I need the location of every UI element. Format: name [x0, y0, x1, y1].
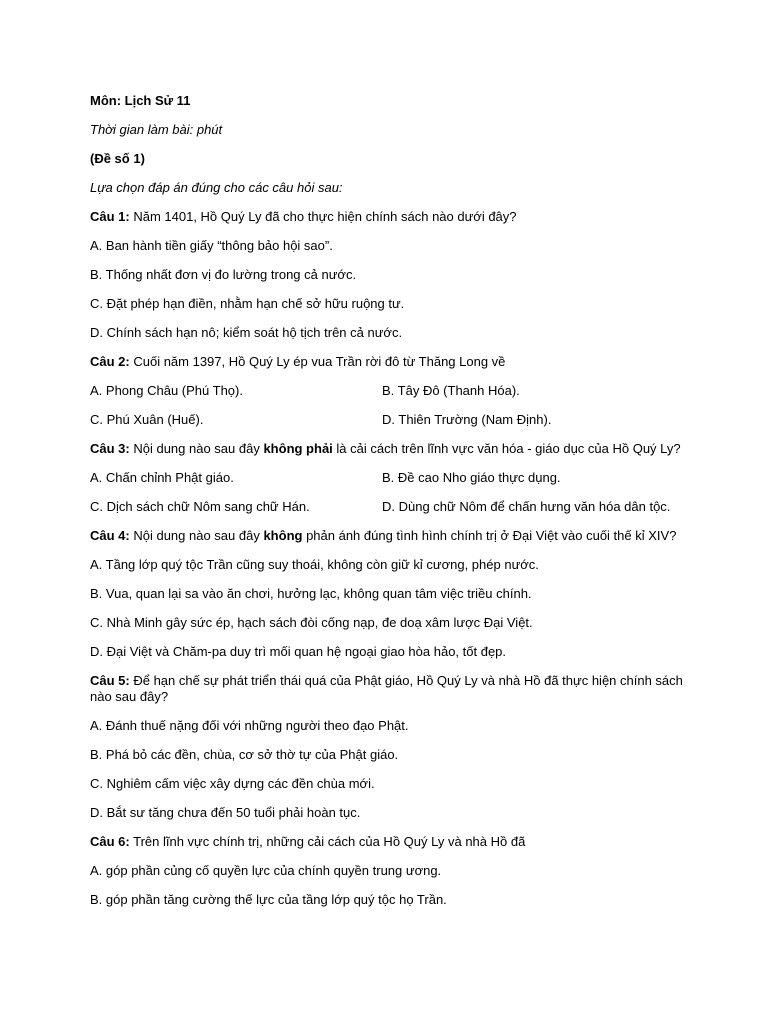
- q4-option-c: C. Nhà Minh gây sức ép, hạch sách đòi cống nạp, đe doạ xâm lược Đại Việt.: [90, 615, 533, 630]
- q4-option-a: A. Tầng lớp quý tộc Trần cũng suy thoái, không còn giữ kỉ cương, phép nước.: [90, 557, 539, 572]
- question-label: Câu 3:: [90, 441, 130, 456]
- q1-option-c: C. Đặt phép hạn điền, nhằm hạn chế sở hữu ruộng tư.: [90, 296, 405, 311]
- q3-option-d: D. Dùng chữ Nôm để chấn hưng văn hóa dân tộc.: [382, 499, 671, 514]
- q4-option-d: D. Đại Việt và Chăm-pa duy trì mối quan hệ ngoại giao hòa hảo, tốt đẹp.: [90, 644, 507, 659]
- q5-option-a: A. Đánh thuế nặng đối với những người theo đạo Phật.: [90, 718, 409, 733]
- question-emphasis: không phải: [263, 441, 333, 456]
- q2-option-d: D. Thiên Trường (Nam Định).: [382, 412, 552, 427]
- q2-options-row-1: [90, 383, 690, 399]
- question-text: phản ánh đúng tình hình chính trị ở Đại Việt vào cuối thế kỉ XIV?: [302, 528, 677, 543]
- question-3: [90, 441, 690, 457]
- question-text: Nội dung nào sau đây: [129, 441, 264, 456]
- question-6: [90, 834, 690, 850]
- q3-options-row-2: [90, 499, 690, 515]
- question-label: Câu 5:: [90, 673, 130, 688]
- question-text: Nội dung nào sau đây: [129, 528, 264, 543]
- subject-title: Môn: Lịch Sử 11: [90, 93, 191, 108]
- q2-options-row-2: [90, 412, 690, 428]
- q6-option-a: A. góp phần củng cố quyền lực của chính quyền trung ương.: [90, 863, 442, 878]
- q2-option-c: C. Phú Xuân (Huế).: [90, 412, 204, 427]
- q5-option-c: C. Nghiêm cấm việc xây dựng các đền chùa mới.: [90, 776, 375, 791]
- q1-option-d: D. Chính sách hạn nô; kiểm soát hộ tịch trên cả nước.: [90, 325, 403, 340]
- q5-option-b: B. Phá bỏ các đền, chùa, cơ sở thờ tự của Phật giáo.: [90, 747, 399, 762]
- question-4: [90, 528, 690, 544]
- q3-option-c: C. Dịch sách chữ Nôm sang chữ Hán.: [90, 499, 310, 514]
- question-label: Câu 6:: [90, 834, 130, 849]
- exam-page: [90, 93, 690, 921]
- q1-option-a: A. Ban hành tiền giấy “thông bảo hội sao”.: [90, 238, 333, 253]
- question-text: Năm 1401, Hồ Quý Ly đã cho thực hiện chính sách nào dưới đây?: [129, 209, 517, 224]
- q2-option-b: B. Tây Đô (Thanh Hóa).: [382, 383, 520, 398]
- question-2: [90, 354, 690, 370]
- question-text: Để hạn chế sự phát triển thái quá của Phật giáo, Hồ Quý Ly và nhà Hồ đã thực hiện chính sách nào sau đây?: [90, 673, 683, 704]
- q3-option-a: A. Chấn chỉnh Phật giáo.: [90, 470, 234, 485]
- question-text: là cải cách trên lĩnh vực văn hóa - giáo dục của Hồ Quý Ly?: [332, 441, 681, 456]
- question-emphasis: không: [263, 528, 303, 543]
- q3-options-row-1: [90, 470, 690, 486]
- question-5: [90, 673, 690, 705]
- q1-option-b: B. Thống nhất đơn vị đo lường trong cả nước.: [90, 267, 357, 282]
- q5-option-d: D. Bắt sư tăng chưa đến 50 tuổi phải hoàn tục.: [90, 805, 361, 820]
- question-text: Cuối năm 1397, Hồ Quý Ly ép vua Trần rời đô từ Thăng Long về: [129, 354, 506, 369]
- q3-option-b: B. Đề cao Nho giáo thực dụng.: [382, 470, 561, 485]
- question-label: Câu 2:: [90, 354, 130, 369]
- exam-time: Thời gian làm bài: phút: [90, 122, 223, 137]
- q4-option-b: B. Vua, quan lại sa vào ăn chơi, hưởng lạc, không quan tâm việc triều chính.: [90, 586, 532, 601]
- question-label: Câu 4:: [90, 528, 130, 543]
- q2-option-a: A. Phong Châu (Phú Thọ).: [90, 383, 243, 398]
- exam-number: (Đề số 1): [90, 151, 145, 166]
- instruction: Lựa chọn đáp án đúng cho các câu hỏi sau:: [90, 180, 343, 195]
- question-text: Trên lĩnh vực chính trị, những cải cách của Hồ Quý Ly và nhà Hồ đã: [129, 834, 526, 849]
- question-1: [90, 209, 690, 225]
- question-label: Câu 1:: [90, 209, 130, 224]
- q6-option-b: B. góp phần tăng cường thế lực của tầng lớp quý tộc họ Trần.: [90, 892, 447, 907]
